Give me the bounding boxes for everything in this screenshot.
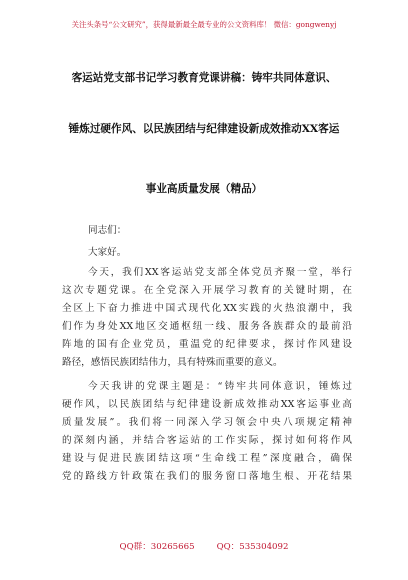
paragraph-2-line-4: 的深刻内涵，并结合客运站的工作实际，探讨如何将作风	[62, 435, 352, 446]
document-title-line-1: 客运站党支部书记学习教育党课讲稿：铸牢共同体意识、	[71, 72, 337, 84]
paragraph-2-line-3: 质量发展”。我们将一同深入学习领会中央八项规定精神	[62, 417, 352, 428]
footer-qq-number: QQ：535304092	[216, 542, 289, 552]
paragraph-1-line-4: 们作为身处XX地区交通枢纽一线、服务各族群众的最前沿	[62, 321, 352, 332]
document-title-line-3: 事业高质量发展（精品）	[145, 183, 263, 195]
paragraph-2-line-5: 建设与促进民族团结这项“生命线工程”深度融合，确保	[62, 453, 352, 464]
greeting: 大家好。	[88, 247, 127, 258]
document-title-line-2: 锤炼过硬作风、以民族团结与纪律建设新成效推动XX客运	[68, 123, 340, 135]
paragraph-1-line-5: 阵地的国有企业党员，重温党的纪律要求，探讨作风建设	[62, 339, 352, 350]
header-banner: 关注头条号“公文研究”，获得最新最全最专业的公文资料库！ 微信：gongwenyj	[71, 20, 337, 29]
footer-contact	[0, 540, 408, 552]
paragraph-2-line-1: 今天我讲的党课主题是：“铸牢共同体意识，锤炼过	[88, 381, 352, 392]
paragraph-1-line-6: 路径，感悟民族团结伟力，具有特殊而重要的意义。	[62, 357, 283, 368]
paragraph-2-line-6: 党的路线方针政策在我们的服务窗口落地生根、开花结果	[62, 471, 352, 482]
paragraph-2-line-2: 硬作风，以民族团结与纪律建设新成效推动XX客运事业高	[62, 399, 352, 410]
paragraph-1-line-3: 全区上下奋力推进中国式现代化XX实践的火热浪潮中，我	[62, 303, 352, 314]
paragraph-1-line-2: 这次专题党课。在全党深入开展学习教育的关键时期，在	[62, 285, 352, 296]
salutation: 同志们：	[88, 225, 127, 236]
footer-qq-group: QQ群：30265665	[119, 542, 195, 552]
paragraph-1-line-1: 今天，我们XX客运站党支部全体党员齐聚一堂，举行	[88, 267, 352, 278]
